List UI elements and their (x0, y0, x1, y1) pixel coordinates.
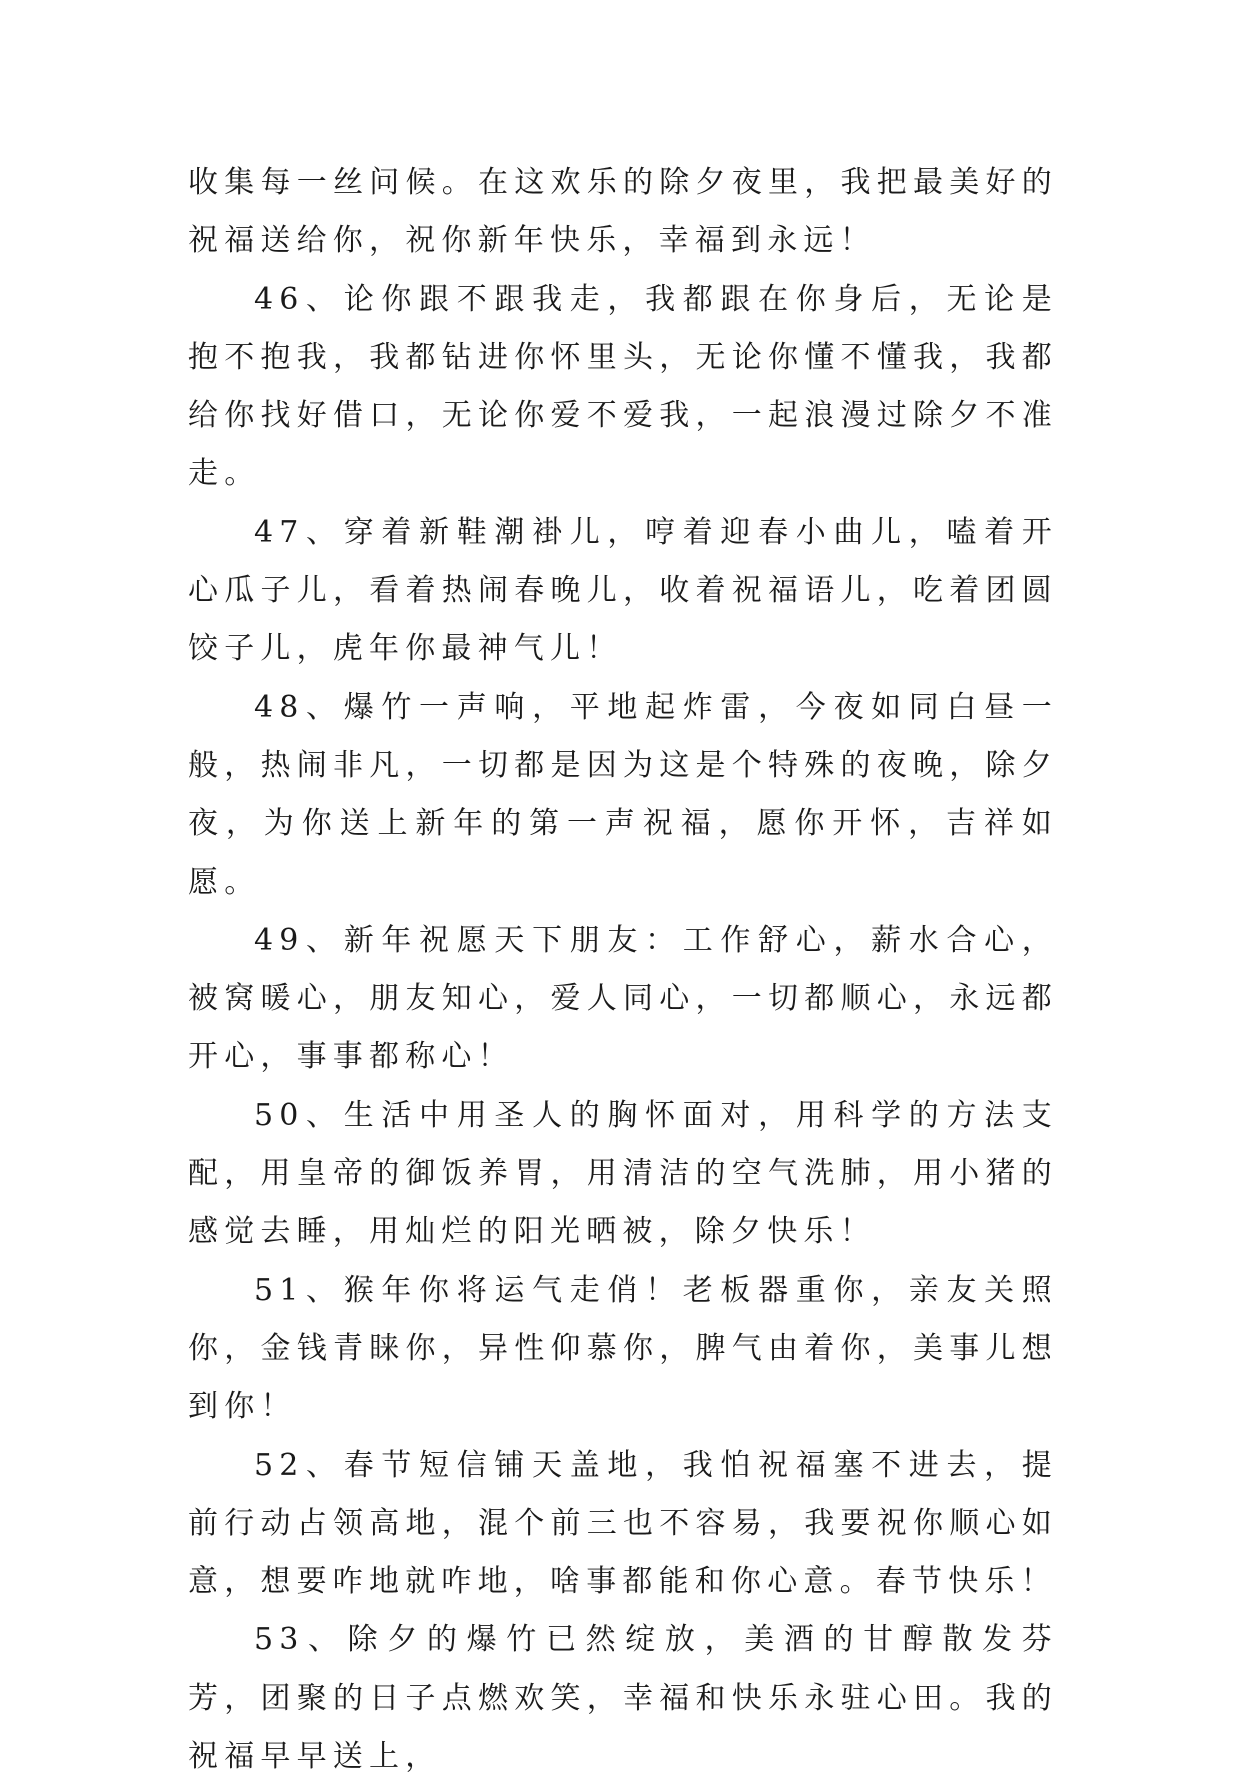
paragraph-47: 47、穿着新鞋潮褂儿，哼着迎春小曲儿，嗑着开心瓜子儿，看着热闹春晚儿，收着祝福语儿，吃着团圆饺子儿，虎年你最神气儿！ (188, 514, 1058, 667)
document-body (188, 154, 1058, 1786)
paragraph-50: 50、生活中用圣人的胸怀面对，用科学的方法支配，用皇帝的御饭养胃，用清洁的空气洗肺，用小猪的感觉去睡，用灿烂的阳光晒被，除夕快乐！ (188, 1097, 1058, 1250)
paragraph-52: 52、春节短信铺天盖地，我怕祝福塞不进去，提前行动占领高地，混个前三也不容易，我要祝你顺心如意，想要咋地就咋地，啥事都能和你心意。春节快乐！ (188, 1447, 1058, 1600)
paragraph-49: 49、新年祝愿天下朋友：工作舒心，薪水合心，被窝暖心，朋友知心，爱人同心，一切都顺心，永远都开心，事事都称心！ (188, 922, 1058, 1075)
paragraph-48: 48、爆竹一声响，平地起炸雷，今夜如同白昼一般，热闹非凡，一切都是因为这是个特殊的夜晚，除夕夜，为你送上新年的第一声祝福，愿你开怀，吉祥如愿。 (188, 689, 1058, 900)
paragraph-53: 53、除夕的爆竹已然绽放，美酒的甘醇散发芬芳，团聚的日子点燃欢笑，幸福和快乐永驻心田。我的祝福早早送上， (188, 1622, 1058, 1775)
paragraph-51: 51、猴年你将运气走俏！老板器重你，亲友关照你，金钱青睐你，异性仰慕你，脾气由着你，美事儿想到你！ (188, 1272, 1058, 1425)
paragraph-46: 46、论你跟不跟我走，我都跟在你身后，无论是抱不抱我，我都钻进你怀里头，无论你懂不懂我，我都给你找好借口，无论你爱不爱我，一起浪漫过除夕不准走。 (188, 281, 1058, 492)
paragraph-45-continued: 收集每一丝问候。在这欢乐的除夕夜里，我把最美好的祝福送给你，祝你新年快乐，幸福到永远！ (188, 165, 1058, 259)
